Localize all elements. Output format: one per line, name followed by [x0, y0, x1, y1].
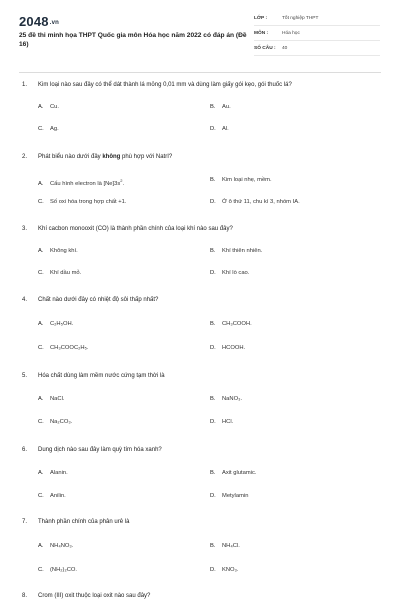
question-number: 8.	[22, 593, 28, 599]
option-text: Ag.	[50, 126, 59, 132]
option-1a[interactable]	[38, 103, 59, 112]
option-text: (NH₂)₂CO.	[50, 567, 78, 573]
question-text: Dung dịch nào sau đây làm quỳ tím hóa xanh?	[38, 447, 162, 453]
option-4c[interactable]	[38, 344, 89, 353]
option-6c[interactable]	[38, 492, 66, 501]
option-text: NaNO₃.	[222, 396, 243, 402]
option-letter: C.	[38, 493, 44, 499]
site-logo[interactable]	[19, 14, 59, 29]
option-letter: C.	[38, 567, 44, 573]
question-text-before: Phát biểu nào dưới đây	[38, 154, 103, 160]
option-text: KNO₃.	[222, 567, 239, 573]
option-text: Ở ô thứ 11, chu kì 3, nhóm IA.	[222, 199, 300, 205]
option-letter: D.	[210, 126, 216, 132]
question-text-emphasis: không	[102, 154, 121, 160]
option-letter: D.	[210, 199, 216, 205]
question-text: Crom (III) oxit thuộc loại oxit nào sau đây?	[38, 593, 151, 599]
question-number: 7.	[22, 519, 28, 525]
question-text: Chất nào dưới đây có nhiệt độ sôi thấp nhất?	[38, 297, 159, 303]
question-text: Hóa chất dùng làm mềm nước cứng tạm thời là	[38, 373, 165, 379]
option-text: HCOOH.	[222, 345, 246, 351]
option-text: NaCl.	[50, 396, 65, 402]
option-5b[interactable]	[210, 395, 242, 404]
option-letter: B.	[210, 177, 216, 183]
option-2c[interactable]	[38, 198, 126, 207]
option-letter: B.	[210, 248, 216, 254]
logo-main-text: 2048	[19, 14, 49, 29]
option-text: NH₄Cl.	[222, 543, 240, 549]
option-text: NH₄NO₃.	[50, 543, 74, 549]
question-6	[22, 446, 382, 455]
option-7b[interactable]	[210, 542, 240, 551]
question-5	[22, 372, 382, 381]
option-letter: A.	[38, 396, 44, 402]
option-text: Al.	[222, 126, 229, 132]
option-letter: C.	[38, 199, 44, 205]
question-text-after: phù hợp với NatrI?	[120, 154, 173, 160]
option-7a[interactable]	[38, 542, 73, 551]
logo-suffix-text: .vn	[49, 19, 60, 26]
option-letter: C.	[38, 345, 44, 351]
option-2d[interactable]	[210, 198, 300, 207]
question-number: 5.	[22, 373, 28, 379]
option-2a[interactable]	[38, 176, 124, 189]
option-1b[interactable]	[210, 103, 231, 112]
question-1	[22, 81, 382, 90]
option-text: Kim loại nhẹ, mềm.	[222, 177, 272, 183]
option-2b[interactable]	[210, 176, 272, 185]
option-letter: D.	[210, 270, 216, 276]
option-6b[interactable]	[210, 469, 256, 478]
option-4d[interactable]	[210, 344, 245, 353]
option-4b[interactable]	[210, 320, 252, 329]
meta-label-count: SỐ CÂU :	[254, 46, 276, 51]
option-text: HCl.	[222, 419, 234, 425]
question-number: 1.	[22, 82, 28, 88]
option-5a[interactable]	[38, 395, 65, 404]
option-text: Axit glutamic.	[222, 470, 257, 476]
option-text: Na₂CO₃.	[50, 419, 73, 425]
option-6a[interactable]	[38, 469, 68, 478]
question-number: 3.	[22, 226, 28, 232]
question-text: Kim loại nào sau đây có thể dát thành lá mỏng 0,01 mm và dùng làm giấy gói kẹo, gói thuốc lá?	[38, 82, 292, 88]
option-text: Số oxi hóa trong hợp chất +1.	[50, 199, 127, 205]
option-letter: D.	[210, 345, 216, 351]
option-4a[interactable]	[38, 320, 73, 329]
option-letter: A.	[38, 321, 44, 327]
option-3c[interactable]	[38, 269, 81, 278]
option-letter: A.	[38, 104, 44, 110]
question-number: 2.	[22, 154, 28, 160]
option-text: Khí lò cao.	[222, 270, 250, 276]
option-text: Cu.	[50, 104, 60, 110]
option-letter: A.	[38, 181, 44, 187]
option-text: C₂H₅OH.	[50, 321, 74, 327]
question-text: Khí cacbon monooxit (CO) là thành phần chính của loại khí nào sau đây?	[38, 226, 233, 232]
option-text: Cấu hình electron là [Ne]3s	[50, 181, 121, 187]
option-letter: A.	[38, 543, 44, 549]
option-7c[interactable]	[38, 566, 77, 575]
document-title: 25 đề thi minh họa THPT Quốc gia môn Hóa học năm 2022 có đáp án (Đề 16)	[19, 32, 247, 48]
option-letter: B.	[210, 543, 216, 549]
meta-value-grade: Tốt nghiệp THPT	[282, 16, 319, 21]
option-6d[interactable]	[210, 492, 248, 501]
option-text: Khí thiên nhiên.	[222, 248, 263, 254]
option-text: Không khí.	[50, 248, 78, 254]
option-text: Anilin.	[50, 493, 66, 499]
meta-question-count	[254, 42, 380, 56]
option-3a[interactable]	[38, 247, 78, 256]
option-text: Alanin.	[50, 470, 68, 476]
question-2	[22, 153, 382, 162]
question-7	[22, 518, 382, 527]
meta-grade	[254, 12, 380, 26]
option-text: CH₃COOC₂H₅.	[50, 345, 89, 351]
option-letter: B.	[210, 321, 216, 327]
option-letter: B.	[210, 396, 216, 402]
question-4	[22, 296, 382, 305]
option-letter: C.	[38, 419, 44, 425]
question-number: 4.	[22, 297, 28, 303]
option-1c[interactable]	[38, 125, 59, 134]
option-letter: D.	[210, 567, 216, 573]
option-3d[interactable]	[210, 269, 249, 278]
header-divider	[19, 72, 381, 73]
option-text: Metylamin	[222, 493, 249, 499]
meta-label-subject: MÔN :	[254, 31, 269, 36]
option-letter: A.	[38, 470, 44, 476]
question-number: 6.	[22, 447, 28, 453]
option-letter: D.	[210, 493, 216, 499]
option-7d[interactable]	[210, 566, 239, 575]
option-letter: B.	[210, 470, 216, 476]
option-tail: .	[122, 181, 125, 187]
question-3	[22, 225, 382, 234]
option-text: Au.	[222, 104, 231, 110]
option-5d[interactable]	[210, 418, 233, 427]
option-letter: C.	[38, 126, 44, 132]
option-text: CH₃COOH.	[222, 321, 252, 327]
option-letter: D.	[210, 419, 216, 425]
meta-subject	[254, 27, 380, 41]
meta-value-count: 40	[282, 46, 288, 51]
meta-value-subject: Hóa học	[282, 31, 300, 36]
question-text: Thành phần chính của phân urê là	[38, 519, 130, 525]
option-text: Khí dầu mỏ.	[50, 270, 82, 276]
option-3b[interactable]	[210, 247, 262, 256]
option-superscript: 2	[120, 178, 123, 183]
option-5c[interactable]	[38, 418, 72, 427]
option-letter: B.	[210, 104, 216, 110]
meta-label-grade: LỚP :	[254, 16, 268, 21]
option-letter: A.	[38, 248, 44, 254]
option-1d[interactable]	[210, 125, 229, 134]
option-letter: C.	[38, 270, 44, 276]
